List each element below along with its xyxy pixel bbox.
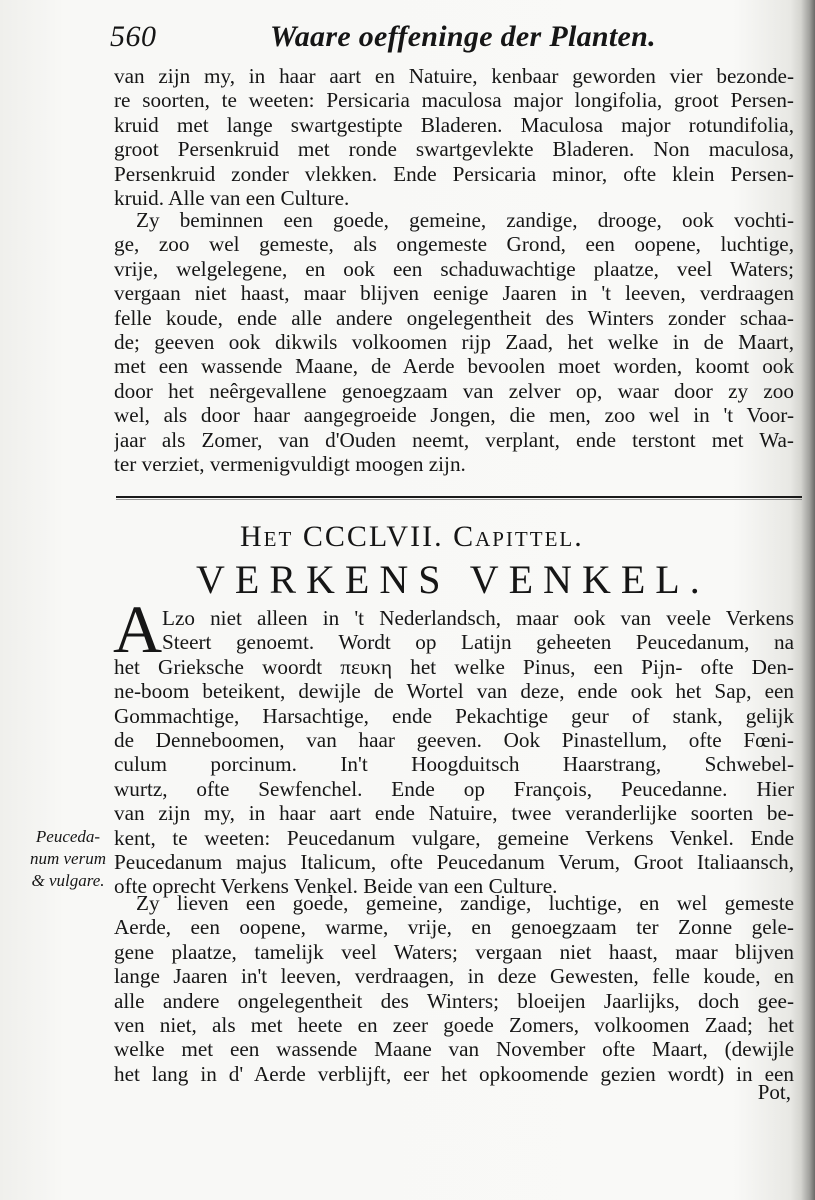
text-line: ge, zoo wel gemeste, als ongemeste Grond, een oopene, luchtige, — [114, 232, 794, 257]
text-line: gene plaatze, tamelijk veel Waters; vergaan niet haast, maar blijven — [114, 939, 794, 964]
text-line: door het neêrgevallene genoegzaam van zelver op, waar door zy zoo — [114, 378, 794, 403]
text-line: Peucedanum majus Italicum, ofte Peucedanum Verum, Groot Italiaansch, — [114, 849, 794, 874]
text-line: met een wassende Maane, de Aerde bevoolen moet worden, koomt ook — [114, 354, 794, 379]
text-line: ven niet, als met heete en zeer goede Zomers, volkoomen Zaad; het — [114, 1012, 794, 1037]
chapter-number-heading: Het CCCLVII. Capittel. — [240, 520, 584, 553]
text-line: Gommachtige, Harsachtige, ende Pekachtige geur of stank, gelijk — [114, 703, 794, 728]
text-line: groot Persenkruid met ronde swartgevlekte Bladeren. Non maculosa, — [114, 137, 794, 162]
running-title: Waare oeffeninge der Planten. — [270, 20, 656, 53]
text-line: re soorten, te weeten: Persicaria maculosa major longifolia, groot Persen- — [114, 88, 794, 113]
chapter-title: VERKENS VENKEL. — [196, 557, 710, 602]
paragraph-peucedanum-culture — [114, 891, 794, 1086]
text-line: ne-boom beteikent, dewijle de Wortel van deze, ende ook het Sap, een — [114, 679, 794, 704]
paragraph-persicaria-culture — [114, 208, 794, 476]
text-line: ter verziet, vermenigvuldigt moogen zijn. — [114, 451, 466, 476]
text-line: Zy beminnen een goede, gemeine, zandige, drooge, ook vochti- — [136, 208, 794, 232]
text-line: Aerde, een oopene, warme, vrije, en genoegzaam ter Zonne gele- — [114, 915, 794, 940]
marginal-note-line: num verum — [29, 849, 106, 868]
text-line: Steert genoemt. Wordt op Latijn geheeten Peucedanum, na — [162, 630, 794, 655]
text-line: Zy lieven een goede, gemeine, zandige, luchtige, en wel gemeste — [136, 891, 794, 915]
section-divider-rule-shadow — [116, 499, 802, 500]
text-line: lange Jaaren in't leeven, verdraagen, in deze Gewesten, felle koude, en — [114, 964, 794, 989]
marginal-note — [26, 826, 110, 892]
drop-cap-initial: A — [113, 591, 163, 667]
page-number: 560 — [110, 20, 157, 53]
text-line: culum porcinum. In't Hoogduitsch Haarstrang, Schwebel- — [114, 752, 794, 777]
text-line: kent, te weeten: Peucedanum vulgare, gemeine Verkens Venkel. Ende — [114, 825, 794, 850]
text-line: het Grieksche woordt πευκη het welke Pinus, een Pijn- ofte Den- — [114, 654, 794, 679]
text-line: vrije, welgelegene, en ook een schaduwachtige plaatze, veel Waters; — [114, 256, 794, 281]
text-line: vergaan niet haast, maar blijven eenige Jaaren in 't leeven, verdraagen — [114, 281, 794, 306]
text-line: de; geeven ook dikwils volkoomen rijp Zaad, het welke in de Maart, — [114, 329, 794, 354]
text-line: kruid met lange swartgestipte Bladeren. Maculosa major rotundifolia, — [114, 112, 794, 137]
text-line: ofte oprecht Verkens Venkel. Beide van een Culture. — [114, 874, 558, 899]
text-line: jaar als Zomer, van d'Ouden neemt, verplant, ende terstont met Wa- — [114, 427, 794, 452]
paragraph-peucedanum-names — [114, 606, 794, 899]
page-header — [110, 18, 800, 58]
text-line: kruid. Alle van een Culture. — [114, 185, 350, 210]
marginal-note-line: & vulgare. — [31, 871, 105, 890]
page-spine-shadow — [801, 0, 815, 1200]
paragraph-persicaria-varieties — [114, 64, 794, 210]
text-line: het lang in d' Aerde verblijft, eer het opkoomende gezien wordt) in een — [114, 1061, 794, 1086]
text-line: Lzo niet alleen in 't Nederlandsch, maar ook van veele Verkens — [162, 606, 794, 630]
section-divider-rule — [116, 496, 802, 498]
text-line: wel, als door haar aangegroeide Jongen, die men, zoo wel in 't Voor- — [114, 403, 794, 428]
text-line: van zijn my, in haar aart ende Natuire, twee veranderlijke soorten be- — [114, 801, 794, 826]
text-line: alle andere ongelegentheit des Winters; bloeijen Jaarlijks, doch gee- — [114, 988, 794, 1013]
text-line: welke met een wassende Maane van November ofte Maart, (dewijle — [114, 1037, 794, 1062]
marginal-note-line: Peuceda- — [35, 827, 101, 846]
text-line: wurtz, ofte Sewfenchel. Ende op François, Peucedanne. Hier — [114, 776, 794, 801]
text-line: felle koude, ende alle andere ongelegentheit des Winters zonder schaa- — [114, 305, 794, 330]
text-line: van zijn my, in haar aart en Natuire, kenbaar geworden vier bezonde- — [114, 64, 794, 88]
text-line: Persenkruid zonder vlekken. Ende Persicaria minor, ofte klein Persen- — [114, 161, 794, 186]
text-line: de Denneboomen, van haar geeven. Ook Pinastellum, ofte Fœni- — [114, 727, 794, 752]
catchword: Pot, — [757, 1080, 791, 1104]
